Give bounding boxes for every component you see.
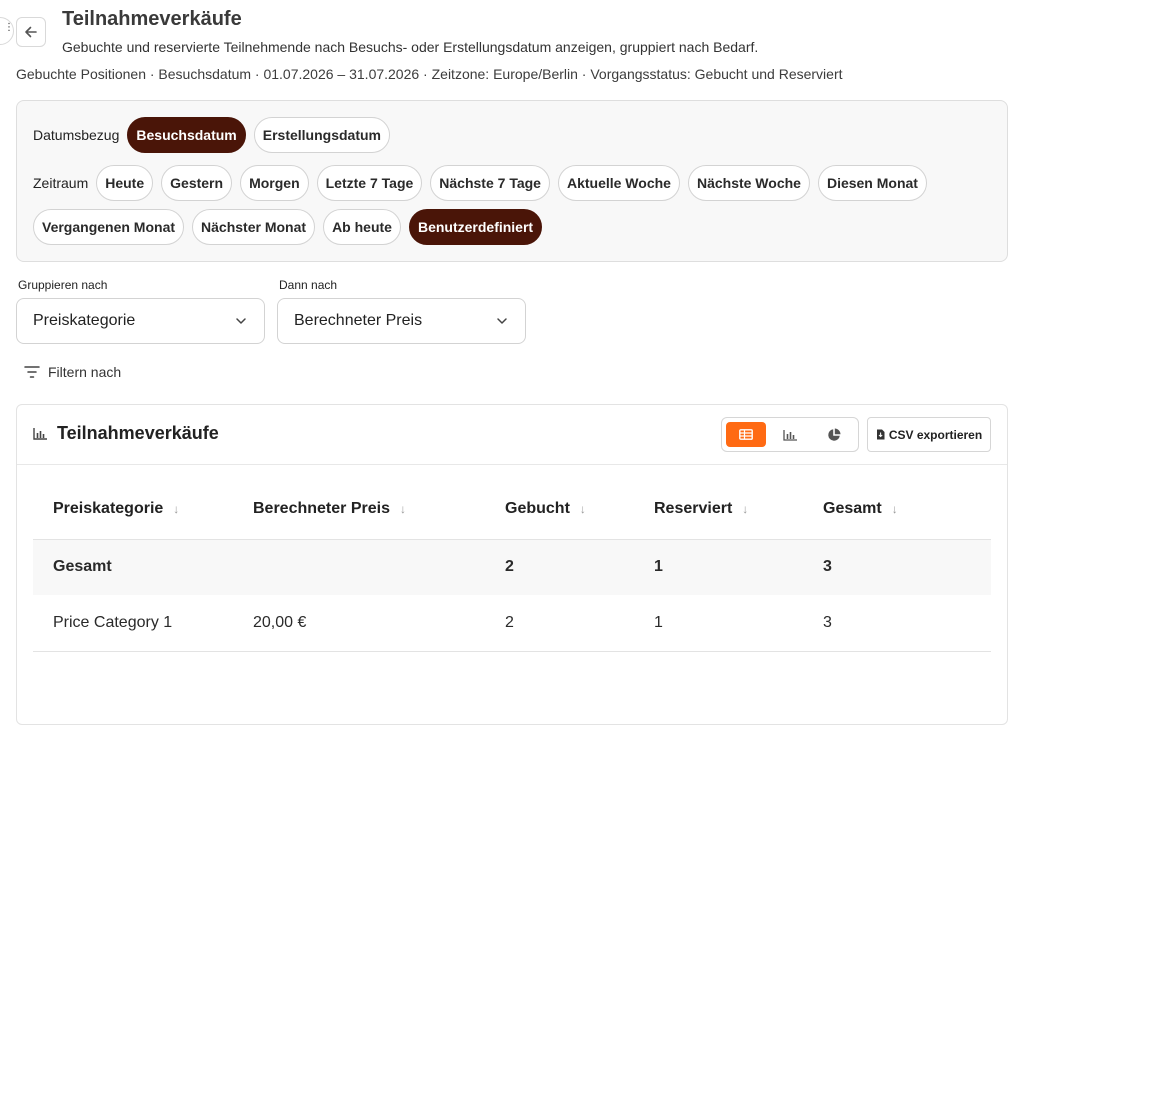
card-title-text: Teilnahmeverkäufe [57, 423, 219, 443]
period-row [33, 165, 927, 201]
chip-vergangenen-monat[interactable]: Vergangenen Monat [33, 209, 184, 245]
csv-export-button[interactable] [867, 417, 991, 452]
chip-gestern[interactable]: Gestern [161, 165, 232, 201]
column-header-gebucht[interactable] [505, 480, 654, 539]
date-reference-row [33, 117, 390, 153]
total-row [33, 539, 991, 595]
view-toggle [721, 417, 859, 452]
side-panel-handle[interactable] [0, 17, 14, 45]
table-cell: Price Category 1 [33, 595, 253, 651]
chip-morgen[interactable]: Morgen [240, 165, 309, 201]
table-cell: 1 [654, 539, 823, 595]
table-cell: Gesamt [33, 539, 253, 595]
report-summary: Gebuchte Positionen · Besuchsdatum · 01.07.2026 – 31.07.2026 · Zeitzone: Europe/Berlin · Vorgangsstatus: Gebucht und Reserviert [16, 66, 843, 82]
table-cell [253, 539, 505, 595]
period-row-2 [33, 209, 542, 245]
column-label: Gesamt [823, 500, 882, 518]
group-by-value: Preiskategorie [33, 312, 136, 329]
bar-chart-icon [783, 429, 798, 441]
then-by-field [277, 278, 526, 344]
more-icon: ⋮ [4, 22, 14, 33]
table-header-row [33, 480, 991, 539]
sort-icon: ↓ [742, 502, 749, 517]
chip-ab-heute[interactable]: Ab heute [323, 209, 401, 245]
table-cell: 1 [654, 595, 823, 651]
group-by-field [16, 278, 265, 344]
chip-besuchsdatum[interactable]: Besuchsdatum [127, 117, 245, 153]
column-label: Gebucht [505, 500, 570, 518]
bar-chart-icon [33, 427, 48, 440]
csv-export-label: CSV exportieren [888, 427, 983, 442]
chip-naechste-woche[interactable]: Nächste Woche [688, 165, 810, 201]
table-cell: 20,00 € [253, 595, 505, 651]
sort-icon: ↓ [891, 502, 898, 517]
then-by-label: Dann nach [279, 278, 338, 292]
table-cell: 2 [505, 595, 654, 651]
pie-chart-icon [827, 428, 841, 442]
table-icon [739, 429, 753, 440]
card-title [33, 423, 219, 444]
table-row [33, 595, 991, 651]
table-cell: 2 [505, 539, 654, 595]
back-button[interactable] [16, 17, 46, 47]
filter-by-label: Filtern nach [48, 364, 122, 380]
page-title: Teilnahmeverkäufe [62, 8, 242, 30]
report-card [16, 404, 1008, 725]
sort-icon: ↓ [579, 502, 586, 517]
sort-icon: ↓ [399, 502, 406, 517]
chip-erstellungsdatum[interactable]: Erstellungsdatum [254, 117, 390, 153]
chevron-down-icon [234, 314, 248, 328]
column-label: Berechneter Preis [253, 500, 390, 518]
table-view-button[interactable] [726, 422, 766, 447]
page-description: Gebuchte und reservierte Teilnehmende nach Besuchs- oder Erstellungsdatum anzeigen, gruppiert nach Bedarf. [62, 39, 759, 55]
chevron-down-icon [495, 314, 509, 328]
chip-letzte-7-tage[interactable]: Letzte 7 Tage [317, 165, 423, 201]
file-download-icon [876, 429, 885, 440]
group-by-select[interactable] [16, 298, 265, 344]
table-cell: 3 [823, 539, 991, 595]
chip-naechster-monat[interactable]: Nächster Monat [192, 209, 315, 245]
filter-panel [16, 100, 1008, 262]
sort-icon: ↓ [173, 502, 180, 517]
date-reference-label: Datumsbezug [33, 127, 120, 143]
chip-naechste-7-tage[interactable]: Nächste 7 Tage [430, 165, 550, 201]
column-label: Reserviert [654, 500, 733, 518]
column-header-gesamt[interactable] [823, 480, 991, 539]
filter-icon [24, 365, 40, 379]
chip-aktuelle-woche[interactable]: Aktuelle Woche [558, 165, 680, 201]
card-header [17, 405, 1007, 465]
bar-chart-view-button[interactable] [770, 422, 810, 447]
chip-heute[interactable]: Heute [96, 165, 153, 201]
chip-diesen-monat[interactable]: Diesen Monat [818, 165, 927, 201]
arrow-left-icon [23, 24, 39, 40]
filter-by-button[interactable] [24, 364, 121, 380]
group-by-label: Gruppieren nach [18, 278, 108, 292]
column-header-berechneter-preis[interactable] [253, 480, 505, 539]
table-cell: 3 [823, 595, 991, 651]
column-header-reserviert[interactable] [654, 480, 823, 539]
column-label: Preiskategorie [53, 500, 164, 518]
period-label: Zeitraum [33, 175, 89, 191]
pie-chart-view-button[interactable] [814, 422, 854, 447]
then-by-select[interactable] [277, 298, 526, 344]
results-table [33, 480, 991, 652]
chip-benutzerdefiniert[interactable]: Benutzerdefiniert [409, 209, 542, 245]
column-header-preiskategorie[interactable] [33, 480, 253, 539]
then-by-value: Berechneter Preis [294, 312, 423, 329]
